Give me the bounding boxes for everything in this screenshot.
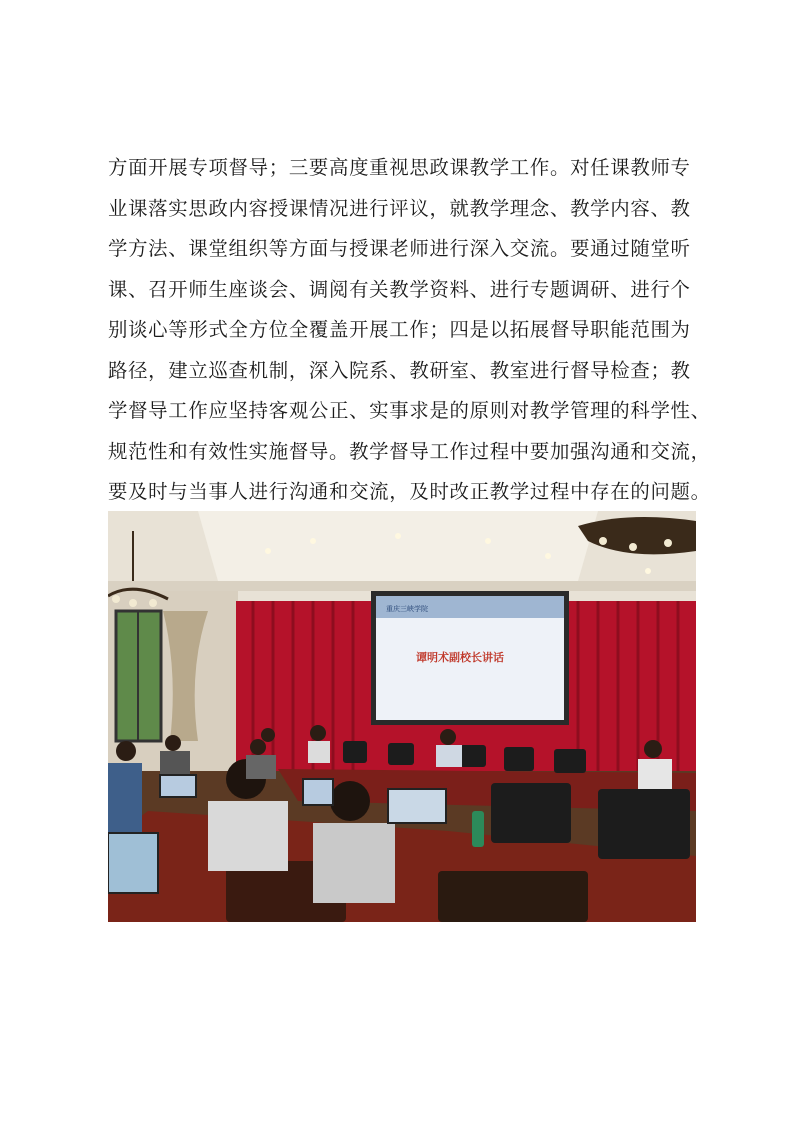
paragraph-line: 业课落实思政内容授课情况进行评议，就教学理念、教学内容、教: [108, 196, 691, 220]
paragraph-line: 路径，建立巡查机制，深入院系、教研室、教室进行督导检查；教: [108, 358, 691, 382]
slide-title: 谭明术副校长讲话: [416, 651, 504, 664]
paragraph-line: 规范性和有效性实施督导。教学督导工作过程中要加强沟通和交流，: [108, 439, 711, 463]
paragraph-line: 学方法、课堂组织等方面与授课老师进行深入交流。要通过随堂听: [108, 237, 691, 260]
slide-logo-text: 重庆三峡学院: [386, 605, 428, 613]
paragraph-line: 别谈心等形式全方位全覆盖开展工作；四是以拓展督导职能范围为: [108, 318, 691, 341]
water-bottle: [472, 811, 484, 847]
meeting-room-illustration: [108, 511, 696, 922]
meeting-photo: [108, 511, 696, 922]
paragraph-line: 要及时与当事人进行沟通和交流，及时改正教学过程中存在的问题。: [108, 480, 711, 503]
body-paragraph: [108, 148, 711, 513]
paragraph-line: 课、召开师生座谈会、调阅有关教学资料、进行专题调研、进行个: [108, 277, 691, 301]
paragraph-line: 学督导工作应坚持客观公正、实事求是的原则对教学管理的科学性、: [108, 399, 711, 422]
ceiling-panel: [198, 511, 598, 581]
paragraph-line: 方面开展专项督导；三要高度重视思政课教学工作。对任课教师专: [108, 156, 691, 179]
